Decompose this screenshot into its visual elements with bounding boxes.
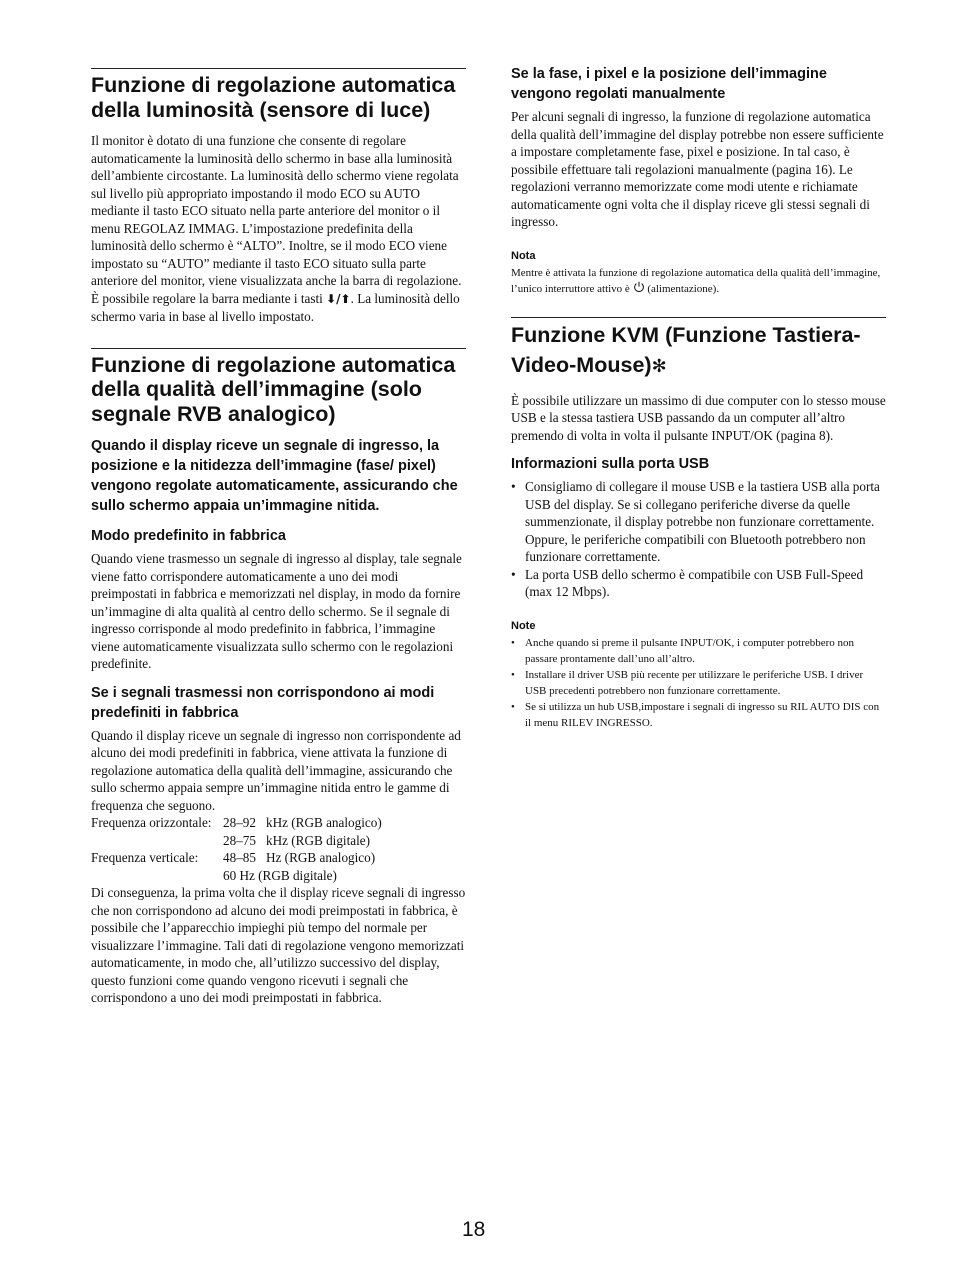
subsection-title-usb-port: Informazioni sulla porta USB (511, 456, 710, 472)
power-icon (633, 281, 645, 293)
auto-quality-lead: Quando il display riceve un segnale di ingresso, la posizione e la nitidezza dell’immagine (fase/ pixel) vengono regolate automaticamente, assicurando che sullo schermo appaia un’immagine nitida. (91, 438, 458, 514)
frequency-label (91, 867, 223, 885)
frequency-desc: kHz (RGB digitale) (266, 832, 371, 848)
section-divider (91, 68, 466, 69)
frequency-range: 28–75 (223, 832, 256, 848)
frequency-desc: Hz (RGB analogico) (266, 850, 376, 865)
section-title-auto-quality: Funzione di regolazione automatica della qualità dell’immagine (solo segnale RVB analogico) (91, 352, 456, 426)
frequency-desc: kHz (RGB analogico) (266, 815, 382, 830)
section-title-light-sensor: Funzione di regolazione automatica della luminosità (sensore di luce) (91, 73, 456, 122)
list-item: • Anche quando si preme il pulsante INPUT/OK, i computer potrebbero non passare prontamente dall’uno all’altro. (511, 635, 886, 667)
usb-bullet-list (511, 478, 886, 601)
kvm-body: È possibile utilizzare un massimo di due computer con lo stesso mouse USB e la stessa tastiera USB passando da un computer all’altro premendo di volta in volta il pulsante INPUT/OK (pagina 8). (511, 392, 886, 443)
frequency-row (91, 849, 382, 867)
notes-heading: Note (511, 619, 536, 632)
light-sensor-text-a: Il monitor è dotato di una funzione che consente di regolare automaticamente la luminosità dello schermo in base alla luminosità dell’ambiente circostante. La luminosità dello schermo viene regolata sul livello più appropriato impostando il modo ECO su AUTO mediante il tasto ECO situato nella parte anteriore del monitor o il menu REGOLAZ IMMAG. L’impostazione predefinita della luminosità dello schermo è “ALTO”. Inoltre, se il modo ECO viene impostato su “AUTO” mediante il tasto ECO situato sulla parte anteriore del monitor, viene visualizzata anche la barra di regolazione. È possibile regolare la barra mediante i tasti (91, 133, 462, 306)
nota-text-b: (alimentazione). (647, 282, 720, 295)
frequency-row (91, 832, 382, 850)
frequency-table (91, 814, 382, 884)
non-matching-body-a: Quando il display riceve un segnale di ingresso non corrispondente ad alcuno dei modi predefiniti in fabbrica, viene attivata la funzione di regolazione automatica della qualità dell’immagine, assicurando che sullo schermo appaia sempre un’immagine nitida entro le gamme di frequenza che seguono. (91, 727, 461, 813)
list-item: • La porta USB dello schermo è compatibile con USB Full-Speed (max 12 Mbps). (511, 566, 886, 601)
list-item: • Consigliamo di collegare il mouse USB e la tastiera USB alla porta USB del display. Se si collegano periferiche diverse da quelle summenzionate, il display potrebbe non funzionare correttamente. Oppure, le periferiche compatibili con Bluetooth potrebbero non funzionare correttamente. (511, 478, 886, 566)
frequency-row (91, 814, 382, 832)
right-column (511, 68, 886, 731)
frequency-range: 60 Hz (RGB digitale) (223, 867, 337, 883)
section-divider (91, 348, 466, 349)
non-matching-body-b: Di conseguenza, la prima volta che il display riceve segnali di ingresso che non corrispondono ad alcuno dei modi preimpostati in fabbrica, è possibile che l’apparecchio impieghi più tempo del normale per visualizzare l’immagine. Tali dati di regolazione vengono memorizzati automaticamente, in modo che, all’utilizzo successivo del display, questo funzioni come quando vengono ricevuti i segnali che corrispondono a uno dei modi preimpostati in fabbrica. (91, 885, 466, 1005)
list-item: • Installare il driver USB più recente per utilizzare le periferiche USB. I driver USB precedenti potrebbero non funzionare correttamente. (511, 667, 886, 699)
nota-heading: Nota (511, 249, 536, 262)
frequency-range: 48–85 (223, 850, 256, 865)
section-divider (511, 317, 886, 318)
notes-list (511, 635, 886, 731)
light-sensor-body (91, 132, 466, 326)
frequency-label: Frequenza orizzontale: (91, 815, 212, 830)
left-column (91, 68, 466, 1007)
subsection-title-non-matching: Se i segnali trasmessi non corrispondono ai modi predefiniti in fabbrica (91, 684, 435, 721)
frequency-row (91, 867, 382, 885)
light-sensor-text-b: . La luminosità dello schermo varia in base al livello impostato. (91, 290, 460, 324)
frequency-label: Frequenza verticale: (91, 850, 199, 865)
section-title-kvm (511, 320, 886, 382)
subsection-title-manual-adjust: Se la fase, i pixel e la posizione dell’immagine vengono regolati manualmente (511, 66, 827, 102)
manual-adjust-body: Per alcuni segnali di ingresso, la funzione di regolazione automatica della qualità dell’immagine del display potrebbe non essere sufficiente a impostare completamente fase, pixel e posizione. In tal caso, è possibile effettuare tali regolazioni manualmente (pagina 16). Le regolazioni verranno memorizzate come modi utente e richiamate automaticamente ogni volta che il display riceve gli stessi segnali di ingresso. (511, 109, 884, 229)
subsection-title-factory-mode: Modo predefinito in fabbrica (91, 528, 286, 544)
frequency-label (91, 832, 223, 850)
nota-text (511, 265, 886, 297)
asterisk-icon: ✻ (651, 355, 667, 377)
nota-text-a: Mentre è attivata la funzione di regolazione automatica della qualità dell’immagine, l’unico interruttore attivo è (511, 266, 881, 295)
page-number: 18 (462, 1218, 486, 1241)
factory-mode-body: Quando viene trasmesso un segnale di ingresso al display, tale segnale viene fatto corrispondere automaticamente a uno dei modi preimpostati in fabbrica e memorizzati nel display, in modo da fornire un’immagine di alta qualità al centro dello schermo. Se il segnale di ingresso corrisponde al modo predefinito in fabbrica, l’immagine viene automaticamente visualizzata sullo schermo con le regolazioni predefinite. (91, 551, 462, 671)
frequency-range: 28–92 (223, 815, 256, 830)
arrow-keys-icon: ⬇/⬆ (326, 291, 351, 306)
kvm-title-text: Funzione KVM (Funzione Tastiera-Video-Mouse) (511, 322, 861, 377)
list-item: • Se si utilizza un hub USB,impostare i segnali di ingresso su RIL AUTO DIS con il menu RILEV INGRESSO. (511, 699, 886, 731)
